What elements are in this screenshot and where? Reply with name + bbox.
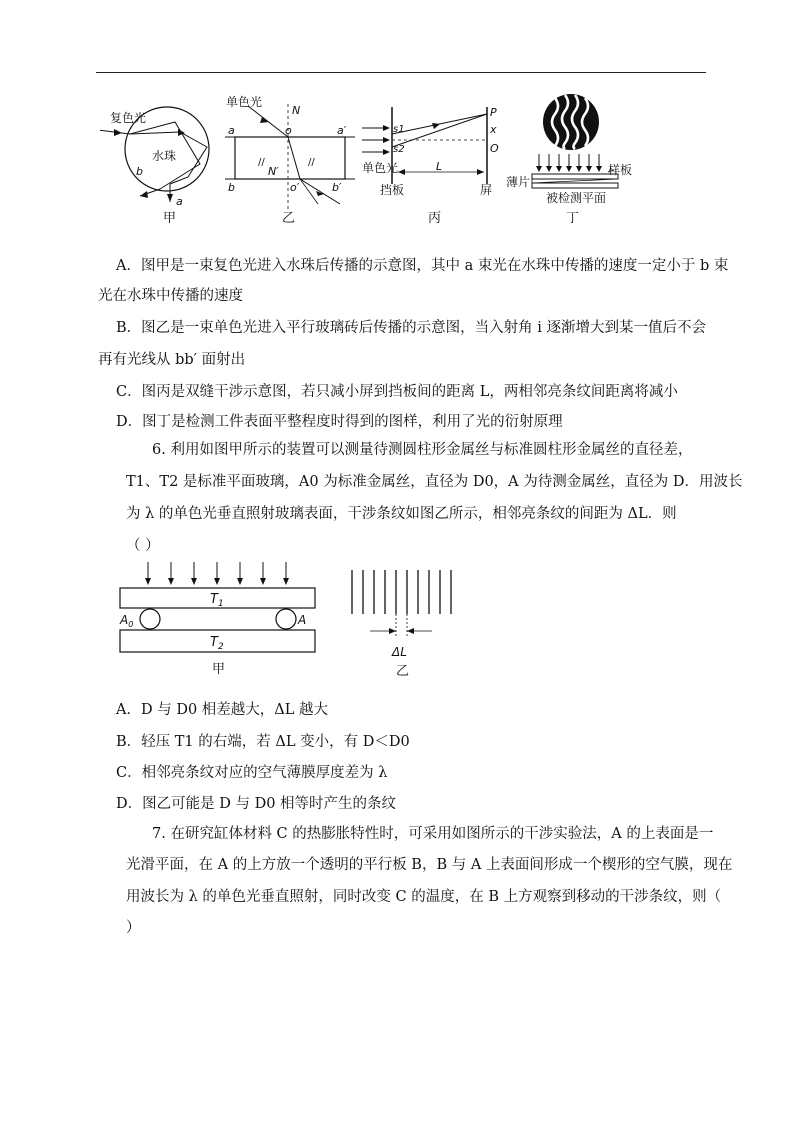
caption-jia: 甲 (163, 211, 177, 226)
figure-bing (362, 106, 499, 226)
label-a: a (176, 195, 183, 208)
label-L: L (436, 160, 443, 173)
label-sample-plate: 样板 (608, 163, 633, 177)
figure-yi (225, 94, 355, 226)
label-mono-light: 单色光 (362, 161, 399, 175)
q7-stem-line4: ） (126, 920, 141, 936)
q5-option-a-cont: 光在水珠中传播的速度 (98, 288, 243, 304)
label-T2: $T_2$ (210, 635, 224, 652)
q7-stem-line2: 光滑平面，在 A 的上方放一个透明的平行板 B，B 与 A 上表面间形成一个楔形的空气膜，现在 (126, 857, 733, 873)
caption-ding: 丁 (566, 211, 580, 226)
label-x: x (490, 123, 497, 136)
label-b: b (228, 181, 235, 194)
header-rule (96, 72, 706, 73)
caption-jia: 甲 (212, 662, 226, 677)
q6-stem-line1: 6. 利用如图甲所示的装置可以测量待测圆柱形金属丝与标准圆柱形金属丝的直径差， (152, 442, 693, 458)
label-N: N (292, 104, 301, 117)
label-o: o (285, 124, 292, 137)
label-O: O (490, 142, 499, 155)
svg-text://: // (308, 157, 315, 168)
label-tested-surface: 被检测平面 (546, 191, 607, 205)
q6-stem-line4: （ ） (126, 538, 160, 554)
label-screen: 屏 (480, 183, 493, 197)
q5-option-c: C．图丙是双缝干涉示意图，若只减小屏到挡板间的距离 L，两相邻亮条纹间距离将减小 (116, 384, 678, 400)
label-A: A (298, 613, 307, 627)
q6-option-a: A．D 与 D0 相差越大，ΔL 越大 (116, 702, 328, 718)
caption-yi: 乙 (282, 211, 296, 226)
q7-stem-line3: 用波长为 λ 的单色光垂直照射，同时改变 C 的温度，在 B 上方观察到移动的干涉条纹，则（ (126, 889, 722, 905)
figure-jia (100, 107, 209, 226)
label-b-prime: b′ (332, 181, 342, 194)
q5-option-b-cont: 再有光线从 bb′ 面射出 (98, 352, 246, 368)
q7-stem-line1: 7. 在研究缸体材料 C 的热膨胀特性时，可采用如图所示的干涉实验法，A 的上表面是一 (152, 826, 714, 842)
label-N-prime: N′ (268, 165, 279, 178)
q5-option-a: A．图甲是一束复色光进入水珠后传播的示意图，其中 a 束光在水珠中传播的速度一定小于 b 束 (116, 258, 729, 274)
label-water-drop: 水珠 (152, 149, 177, 163)
label-T1: $T_1$ (210, 592, 224, 609)
label-thin-sheet: 薄片 (506, 175, 531, 189)
q5-option-b: B．图乙是一束单色光进入平行玻璃砖后传播的示意图，当入射角 i 逐渐增大到某一值后不会 (116, 320, 707, 336)
q6-option-c: C．相邻亮条纹对应的空气薄膜厚度差为 λ (116, 765, 388, 781)
wire-A (276, 609, 296, 629)
wire-A0 (140, 609, 160, 629)
label-barrier: 挡板 (380, 183, 405, 197)
caption-bing: 丙 (428, 211, 442, 226)
q6-stem-line3: 为 λ 的单色光垂直照射玻璃表面，干涉条纹如图乙所示，相邻亮条纹的间距为 ΔL．则 (126, 506, 677, 522)
label-P: P (490, 106, 497, 119)
optics-figures-row (100, 92, 700, 227)
figure-jia-interferometer (119, 562, 315, 677)
label-complex-light: 复色光 (110, 111, 147, 125)
label-o-prime: o′ (290, 181, 300, 194)
label-A0: $A_0$ (120, 613, 134, 629)
q6-stem-line2: T1、T2 是标准平面玻璃，A0 为标准金属丝，直径为 D0，A 为待测金属丝，直径为 D．用波长 (126, 474, 743, 490)
caption-yi: 乙 (396, 664, 410, 679)
q6-option-d: D．图乙可能是 D 与 D0 相等时产生的条纹 (116, 796, 397, 812)
q5-option-d: D．图丁是检测工件表面平整程度时得到的图样，利用了光的衍射原理 (116, 414, 563, 430)
label-s1: s1 (393, 124, 405, 135)
label-mono-light: 单色光 (226, 95, 263, 109)
label-delta-L: ΔL (392, 645, 407, 659)
q6-figures (112, 558, 452, 683)
label-b: b (136, 165, 143, 178)
q6-option-b: B．轻压 T1 的右端，若 ΔL 变小，有 D＜D0 (116, 734, 410, 750)
figure-yi-fringes (352, 570, 451, 679)
figure-ding (506, 94, 632, 226)
svg-text://: // (258, 157, 265, 168)
label-s2: s2 (393, 144, 405, 155)
label-a: a (228, 124, 235, 137)
label-a-prime: a′ (337, 124, 347, 137)
